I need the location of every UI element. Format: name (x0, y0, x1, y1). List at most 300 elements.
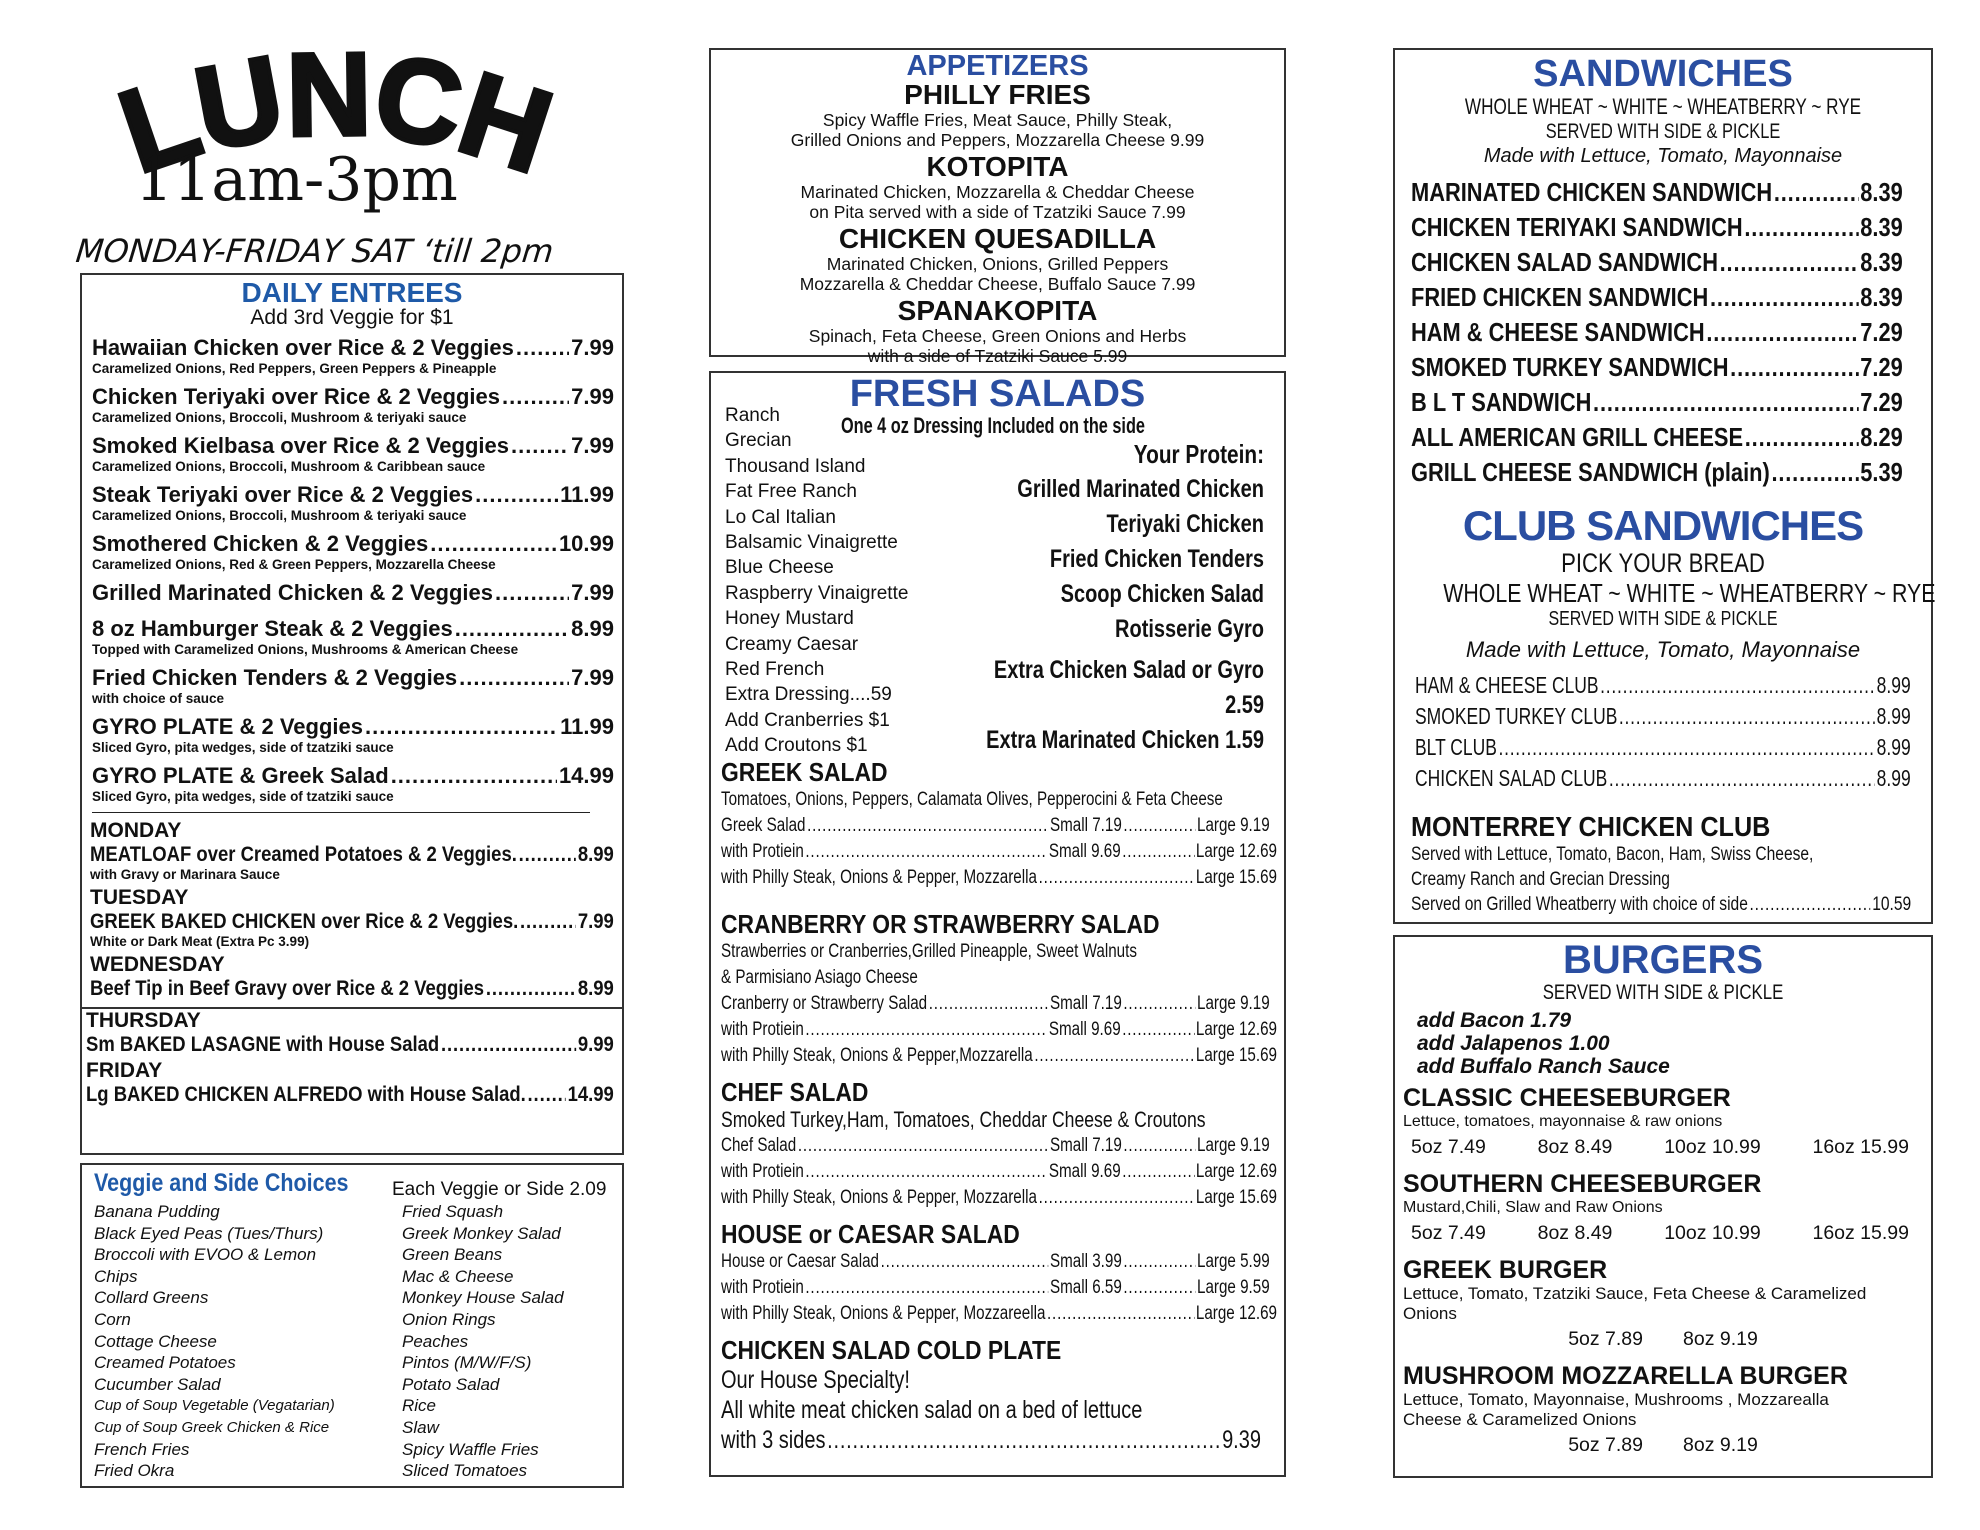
monterrey-last: Served on Grilled Wheatberry with choice of side (1411, 894, 1748, 915)
burger-price: 5oz 7.89 (1568, 1434, 1643, 1456)
dressing-item: Extra Dressing....59 (725, 684, 892, 706)
burger-item (1403, 1362, 1923, 1458)
entree-name (92, 433, 614, 459)
salad-body (721, 939, 1277, 1069)
burger-item (1403, 1170, 1923, 1246)
monterrey-line: Creamy Ranch and Grecian Dressing (1411, 869, 1670, 890)
entree-name (92, 616, 614, 642)
salad-row-small: Small 9.69 (1048, 841, 1121, 862)
burger-price: 5oz 7.49 (1411, 1136, 1486, 1158)
sandwich-item-price: 7.29 (1860, 317, 1903, 347)
dressing-item: Lo Cal Italian (725, 506, 836, 528)
sandwich-breads: WHOLE WHEAT ~ WHITE ~ WHEATBERRY ~ RYE (1464, 94, 1862, 119)
salad-row-leader (881, 1249, 1049, 1275)
veggie-item: Creamed Potatoes (94, 1353, 236, 1373)
daily-name-leader (486, 977, 576, 1001)
salad-row-leader (1123, 1133, 1195, 1159)
salad-row-small: Small 9.69 (1048, 1161, 1121, 1182)
entree-name-label: GYRO PLATE & Greek Salad (92, 763, 389, 788)
burger-prices (1403, 1324, 1923, 1352)
salad-row-label: with Philly Steak, Onions & Pepper, Mozzarella (721, 867, 1037, 888)
salad-desc: Strawberries or Cranberries,Grilled Pineapple, Sweet Walnuts (721, 941, 1137, 962)
burgers-title: BURGERS (1562, 938, 1764, 982)
salad-body (721, 1249, 1277, 1327)
daily-item (90, 819, 614, 882)
salad-row-leader (1122, 1017, 1194, 1043)
daily-name (90, 843, 614, 867)
daily-name-price: 8.99 (577, 977, 614, 1000)
burgers-served: SERVED WITH SIDE & PICKLE (1542, 981, 1784, 1004)
salad-sections (721, 757, 1277, 1455)
veggie-item: Potato Salad (402, 1374, 500, 1394)
appetizer-item (711, 152, 1284, 222)
daily-item (86, 1009, 614, 1057)
daily-name (86, 1033, 614, 1057)
dressing-item: Blue Cheese (725, 557, 834, 579)
sandwich-item (1411, 210, 1903, 245)
daily-name-leader (441, 1033, 576, 1057)
sandwich-item-price: 8.39 (1860, 247, 1903, 277)
salad-row-large: Large 9.59 (1197, 1277, 1270, 1298)
veggie-side-box (80, 1163, 624, 1488)
salad-title: HOUSE or CAESAR SALAD (721, 1219, 1020, 1249)
salad-row-leader (798, 1133, 1049, 1159)
burger-price: 8oz 9.19 (1683, 1328, 1758, 1350)
club-wrap (1415, 763, 1911, 794)
monterrey-club (1395, 794, 1931, 917)
salad-row-label: with Protiein (721, 1019, 804, 1040)
veggie-item: Fried Okra (94, 1461, 175, 1481)
entree-name-price: 7.99 (571, 665, 614, 690)
entree-name-leader (365, 714, 558, 740)
protein-item: Grilled Marinated Chicken (1017, 475, 1264, 503)
daily-name (86, 1083, 614, 1107)
entree-desc: with choice of sauce (92, 691, 225, 706)
sandwich-wrap (1411, 385, 1903, 420)
sandwich-wrap (1411, 280, 1903, 315)
salad-row-leader (807, 813, 1048, 839)
entree-desc: Topped with Caramelized Onions, Mushrooms & American Cheese (92, 642, 519, 657)
protein-extras (884, 653, 1264, 758)
club-item-label: CHICKEN SALAD CLUB (1415, 765, 1608, 791)
entree-item (92, 335, 614, 376)
burger-price: 8oz 8.49 (1537, 1136, 1613, 1158)
entree-name-leader (475, 482, 558, 508)
salad-row-leader (1123, 1275, 1195, 1301)
appetizer-item (711, 224, 1284, 294)
cold-plate-leader (827, 1425, 1220, 1455)
entree-name-leader (430, 531, 557, 557)
daily-name-label: MEATLOAF over Creamed Potatoes & 2 Veggies. (90, 843, 517, 866)
veggie-item: Monkey House Salad (402, 1288, 564, 1308)
sandwich-item-label: ALL AMERICAN GRILL CHEESE (1411, 422, 1744, 452)
sandwich-item (1411, 420, 1903, 455)
entree-name-leader (455, 616, 569, 642)
monterrey-price: 10.59 (1872, 894, 1912, 915)
salad-title: CHEF SALAD (721, 1077, 869, 1107)
entree-name-price: 11.99 (560, 714, 614, 739)
daily-entrees-box (80, 273, 624, 1155)
salad-desc: Tomatoes, Onions, Peppers, Calamata Olives, Pepperocini & Feta Cheese (721, 789, 1223, 810)
daily-name-label: GREEK BAKED CHICKEN over Rice & 2 Veggies. (90, 910, 519, 933)
sandwich-wrap (1411, 420, 1903, 455)
daily-day: FRIDAY (86, 1059, 163, 1082)
club-item-price: 8.99 (1876, 765, 1911, 791)
entree-name (92, 714, 614, 740)
salad-row-label: with Philly Steak, Onions & Pepper, Mozzarella (721, 1187, 1037, 1208)
entrees-subtitle: Add 3rd Veggie for $1 (250, 306, 454, 329)
daily-name-label: Beef Tip in Beef Gravy over Rice & 2 Veggies (90, 977, 485, 1000)
dressing-item: Balsamic Vinaigrette (725, 532, 898, 554)
monterrey-body (1411, 842, 1911, 917)
entree-name-leader (502, 384, 569, 410)
veggie-item: Banana Pudding (94, 1202, 220, 1221)
entrees-title: DAILY ENTREES (241, 277, 463, 308)
burger-prices (1403, 1132, 1923, 1160)
veggie-item: Mac & Cheese (402, 1266, 514, 1286)
monterrey-line: Served with Lettuce, Tomato, Bacon, Ham, Swiss Cheese, (1411, 844, 1814, 865)
sandwich-item (1411, 245, 1903, 280)
burger-addons (1395, 1005, 1931, 1078)
protein-item: Rotisserie Gyro (1115, 615, 1264, 643)
burger-item (1403, 1084, 1923, 1160)
cold-plate-title: CHICKEN SALAD COLD PLATE (721, 1335, 1062, 1365)
veggie-item: Rice (402, 1396, 437, 1416)
entree-name (92, 763, 614, 789)
appetizer-desc: Spinach, Feta Cheese, Green Onions and Herbs (808, 326, 1187, 346)
dressing-item: Thousand Island (725, 455, 866, 477)
daily-name-label: Lg BAKED CHICKEN ALFREDO with House Salad. (86, 1083, 526, 1106)
salad-row-small: Small 7.19 (1049, 993, 1122, 1014)
entree-name-label: Hawaiian Chicken over Rice & 2 Veggies (92, 335, 514, 360)
burger-price: 8oz 8.49 (1537, 1222, 1613, 1244)
burgers-box (1393, 935, 1933, 1478)
daily-name-label: Sm BAKED LASAGNE with House Salad (86, 1033, 440, 1056)
sandwich-wrap (1411, 175, 1903, 210)
burger-addon: add Bacon 1.79 (1417, 1009, 1572, 1032)
sandwich-item-price: 7.29 (1860, 352, 1903, 382)
sandwich-item-label: GRILL CHEESE SANDWICH (plain) (1411, 457, 1770, 487)
entree-name-label: 8 oz Hamburger Steak & 2 Veggies (92, 616, 453, 641)
salad-row-label: Chef Salad (721, 1135, 797, 1156)
veggie-item: French Fries (94, 1439, 190, 1459)
salad-row-large: Large 15.69 (1195, 1045, 1277, 1066)
veggie-left-list (94, 1201, 335, 1482)
entree-name-leader (516, 335, 569, 361)
veggie-right-list (402, 1201, 564, 1482)
salad-row-large: Large 15.69 (1195, 1187, 1277, 1208)
salad-row-large: Large 9.19 (1197, 815, 1270, 836)
salad-row-large: Large 9.19 (1197, 1135, 1270, 1156)
protein-list (884, 437, 1264, 758)
sandwich-item (1411, 315, 1903, 350)
dressing-item: Creamy Caesar (725, 633, 859, 655)
salad-price-row (721, 865, 1277, 891)
appetizers-box (709, 48, 1286, 366)
dressing-item: Red French (725, 659, 825, 681)
appetizers-title: APPETIZERS (906, 50, 1089, 82)
salad-body (721, 1107, 1277, 1211)
veggie-title: Veggie and Side Choices (94, 1169, 349, 1197)
sandwich-item (1411, 455, 1903, 490)
salad-row-leader (1123, 813, 1195, 839)
salad-row-label: with Protiein (721, 1161, 804, 1182)
burger-prices (1403, 1218, 1923, 1246)
daily-name-price: 14.99 (567, 1083, 614, 1106)
entree-desc: Caramelized Onions, Red Peppers, Green Peppers & Pineapple (92, 361, 497, 376)
club-item-leader (1600, 670, 1875, 701)
veggie-item: Collard Greens (94, 1288, 209, 1308)
veggie-item: Sliced Tomatoes (402, 1461, 528, 1481)
salad-row-large: Large 12.69 (1195, 1161, 1277, 1182)
entree-item (92, 384, 614, 425)
daily-item (90, 953, 614, 1001)
clubs-served: SERVED WITH SIDE & PICKLE (1548, 608, 1778, 630)
sandwich-item (1411, 175, 1903, 210)
club-item-price: 8.99 (1876, 734, 1911, 760)
veggie-item: Cup of Soup Greek Chicken & Rice (94, 1418, 330, 1436)
daily-line-wrap (90, 910, 614, 934)
veggie-item: Pintos (M/W/F/S) (402, 1353, 532, 1373)
sandwich-wrap (1411, 315, 1903, 350)
salad-desc: Smoked Turkey,Ham, Tomatoes, Cheddar Cheese & Croutons (721, 1107, 1206, 1132)
sandwich-item (1411, 385, 1903, 420)
sandwich-item-price: 5.39 (1860, 457, 1903, 487)
appetizer-name: SPANAKOPITA (897, 295, 1098, 326)
daily-name-price: 7.99 (577, 910, 614, 933)
sandwich-item-leader (1730, 350, 1858, 385)
sandwich-item-leader (1744, 210, 1858, 245)
burger-addon: add Buffalo Ranch Sauce (1417, 1055, 1670, 1078)
daily-day: WEDNESDAY (90, 953, 225, 976)
appetizer-desc: Spicy Waffle Fries, Meat Sauce, Philly Steak, (822, 110, 1173, 130)
appetizer-name: PHILLY FRIES (904, 79, 1091, 110)
salad-row-leader (805, 1275, 1048, 1301)
salad-price-row (721, 839, 1277, 865)
club-item-label: SMOKED TURKEY CLUB (1415, 703, 1618, 729)
entree-name (92, 384, 614, 410)
sandwich-served: SERVED WITH SIDE & PICKLE (1545, 120, 1781, 143)
dressing-item: Honey Mustard (725, 608, 854, 630)
burger-desc: Mustard,Chili, Slaw and Raw Onions (1403, 1199, 1663, 1216)
appetizer-desc: Grilled Onions and Peppers, Mozzarella Cheese 9.99 (790, 130, 1205, 150)
salad-body (721, 787, 1277, 891)
sandwich-list (1395, 169, 1931, 490)
sandwich-item-leader (1771, 455, 1858, 490)
burger-price: 10oz 10.99 (1664, 1222, 1761, 1244)
dressing-item: Raspberry Vinaigrette (725, 582, 909, 604)
entree-name-label: Smoked Kielbasa over Rice & 2 Veggies (92, 433, 509, 458)
daily-line-wrap (90, 977, 614, 1001)
salad-price-row (721, 1159, 1277, 1185)
club-item-leader (1619, 701, 1875, 732)
club-item (1415, 670, 1911, 701)
salad-row-small: Small 7.19 (1049, 815, 1122, 836)
club-item-price: 8.99 (1876, 672, 1911, 698)
entree-item (92, 714, 614, 755)
sandwich-item-label: FRIED CHICKEN SANDWICH (1411, 282, 1709, 312)
salad-row-label: Cranberry or Strawberry Salad (721, 993, 928, 1014)
salad-desc: & Parmisiano Asiago Cheese (721, 967, 918, 988)
cold-plate-last: with 3 sides (721, 1426, 826, 1454)
salad-row-leader (1039, 1185, 1195, 1211)
daily-name (90, 977, 614, 1001)
appetizer-desc: Marinated Chicken, Onions, Grilled Peppers (826, 254, 1169, 274)
daily-item (90, 886, 614, 949)
entree-name-price: 11.99 (560, 482, 614, 507)
club-item (1415, 732, 1911, 763)
appetizer-desc: Marinated Chicken, Mozzarella & Cheddar Cheese (800, 182, 1195, 202)
sandwich-item-label: SMOKED TURKEY SANDWICH (1411, 352, 1729, 382)
cold-plate-line: All white meat chicken salad on a bed of lettuce (721, 1396, 1143, 1424)
veggie-item: Black Eyed Peas (Tues/Thurs) (94, 1223, 324, 1243)
appetizer-item (711, 80, 1284, 150)
salad-row-leader (1047, 1301, 1194, 1327)
monterrey-price-row (1411, 892, 1911, 917)
salad-row-large: Large 5.99 (1197, 1251, 1270, 1272)
burger-desc: Lettuce, tomatoes, mayonnaise & raw onions (1403, 1113, 1723, 1130)
salad-section (721, 757, 1277, 891)
burger-desc: Lettuce, Tomato, Tzatziki Sauce, Feta Cheese & Caramelized Onions (1403, 1284, 1867, 1323)
daily-day: THURSDAY (86, 1009, 201, 1032)
daily-name-price: 9.99 (577, 1033, 614, 1056)
sandwich-item (1411, 280, 1903, 315)
burger-list (1395, 1084, 1931, 1458)
entree-list (82, 329, 622, 804)
club-item-label: BLT CLUB (1415, 734, 1497, 760)
salad-row-label: with Philly Steak, Onions & Pepper,Mozzarella (721, 1045, 1033, 1066)
daily-line-wrap (86, 1033, 614, 1057)
salad-row-label: Greek Salad (721, 815, 806, 836)
sandwich-item-price: 7.29 (1860, 387, 1903, 417)
entree-name (92, 482, 614, 508)
entree-name-label: GYRO PLATE & 2 Veggies (92, 714, 363, 739)
salad-row-leader (805, 1017, 1047, 1043)
dressing-item: Ranch (725, 405, 780, 426)
entree-name-leader (391, 763, 557, 789)
veggie-item: Peaches (402, 1331, 469, 1351)
salad-price-row (721, 1275, 1277, 1301)
sandwich-wrap (1411, 245, 1903, 280)
cold-plate-line: Our House Specialty! (721, 1366, 910, 1394)
salad-row-leader (1123, 991, 1195, 1017)
club-item-leader (1609, 763, 1875, 794)
salad-row-label: with Protiein (721, 1277, 804, 1298)
salad-section (721, 1077, 1277, 1211)
veggie-item: Onion Rings (402, 1309, 496, 1329)
salad-row-leader (805, 839, 1047, 865)
club-wrap (1415, 701, 1911, 732)
sandwich-item-leader (1720, 245, 1859, 280)
salad-section (721, 909, 1277, 1069)
entree-item (92, 531, 614, 572)
salad-row-large: Large 12.69 (1195, 841, 1277, 862)
sandwich-item-leader (1774, 175, 1859, 210)
entree-name-label: Grilled Marinated Chicken & 2 Veggies (92, 580, 494, 605)
burger-desc: Cheese & Caramelized Onions (1403, 1410, 1637, 1429)
club-wrap (1415, 732, 1911, 763)
salad-row-leader (1039, 865, 1195, 891)
burger-price: 16oz 15.99 (1812, 1222, 1909, 1244)
burger-price: 5oz 7.89 (1568, 1328, 1643, 1350)
salad-price-row (721, 813, 1277, 839)
entree-item (92, 433, 614, 474)
salad-price-row (721, 1043, 1277, 1069)
daily-name (90, 910, 614, 934)
dressing-item: Grecian (725, 430, 792, 452)
entree-item (92, 616, 614, 657)
daily-day: MONDAY (90, 819, 182, 842)
daily-name-price: 8.99 (577, 843, 614, 866)
veggie-item: Cup of Soup Vegetable (Vegatarian) (94, 1397, 335, 1415)
salad-row-small: Small 7.19 (1049, 1135, 1122, 1156)
burger-prices (1403, 1430, 1923, 1458)
veggie-item: Greek Monkey Salad (402, 1223, 561, 1243)
burger-desc: Lettuce, Tomato, Mayonnaise, Mushrooms , Mozzarealla (1403, 1390, 1829, 1409)
cold-plate-price-row (721, 1425, 1277, 1455)
entree-name-label: Fried Chicken Tenders & 2 Veggies (92, 665, 458, 690)
lunch-days: MONDAY-FRIDAY SAT ‘till 2pm (74, 232, 556, 270)
dressing-item: Add Cranberries $1 (725, 709, 890, 731)
salad-row-leader (1122, 1159, 1194, 1185)
veggie-item: Cucumber Salad (94, 1374, 221, 1394)
salad-price-row (721, 1017, 1277, 1043)
appetizer-desc: on Pita served with a side of Tzatziki Sauce 7.99 (809, 202, 1186, 222)
sandwich-item-leader (1745, 420, 1859, 455)
appetizer-list (711, 80, 1284, 366)
salad-row-leader (805, 1159, 1047, 1185)
salad-price-row (721, 1249, 1277, 1275)
entree-name-price: 7.99 (571, 433, 614, 458)
burger-item (1403, 1256, 1923, 1352)
sandwiches-title: SANDWICHES (1533, 53, 1793, 95)
clubs-title: CLUB SANDWICHES (1462, 502, 1864, 549)
club-item (1415, 763, 1911, 794)
burger-price: 8oz 9.19 (1683, 1434, 1758, 1456)
sandwich-item-price: 8.29 (1860, 422, 1903, 452)
sandwich-item-label: CHICKEN SALAD SANDWICH (1411, 247, 1718, 277)
burger-price: 10oz 10.99 (1664, 1136, 1761, 1158)
daily-day: TUESDAY (90, 886, 189, 909)
salad-row-large: Large 15.69 (1195, 867, 1277, 888)
entree-name (92, 335, 614, 361)
salad-section (721, 1219, 1277, 1327)
daily-specials-2 (82, 1009, 622, 1107)
salad-row-large: Large 12.69 (1195, 1303, 1277, 1324)
sandwich-item (1411, 350, 1903, 385)
club-item-price: 8.99 (1876, 703, 1911, 729)
cold-plate (721, 1335, 1277, 1455)
appetizer-desc: Mozzarella & Cheddar Cheese, Buffalo Sauce 7.99 (799, 274, 1196, 294)
sandwich-wrap (1411, 350, 1903, 385)
veggie-item: Cottage Cheese (94, 1331, 217, 1351)
entree-name-price: 10.99 (558, 531, 614, 556)
protein-title: Your Protein: (1133, 439, 1264, 469)
daily-line-wrap (90, 843, 614, 867)
sandwich-item-label: MARINATED CHICKEN SANDWICH (1411, 177, 1773, 207)
veggie-item: Fried Squash (402, 1202, 504, 1221)
dressing-item: Add Croutons $1 (725, 735, 868, 757)
entree-name-price: 14.99 (558, 763, 614, 788)
salad-row-small: Small 3.99 (1049, 1251, 1122, 1272)
entree-desc: Sliced Gyro, pita wedges, side of tzatziki sauce (92, 789, 394, 804)
burger-price: 16oz 15.99 (1812, 1136, 1909, 1158)
sandwich-item-price: 8.39 (1860, 177, 1903, 207)
salad-title: GREEK SALAD (721, 757, 888, 787)
salad-price-row (721, 1301, 1277, 1327)
sandwiches-box (1393, 48, 1936, 924)
daily-name-leader (519, 843, 576, 867)
